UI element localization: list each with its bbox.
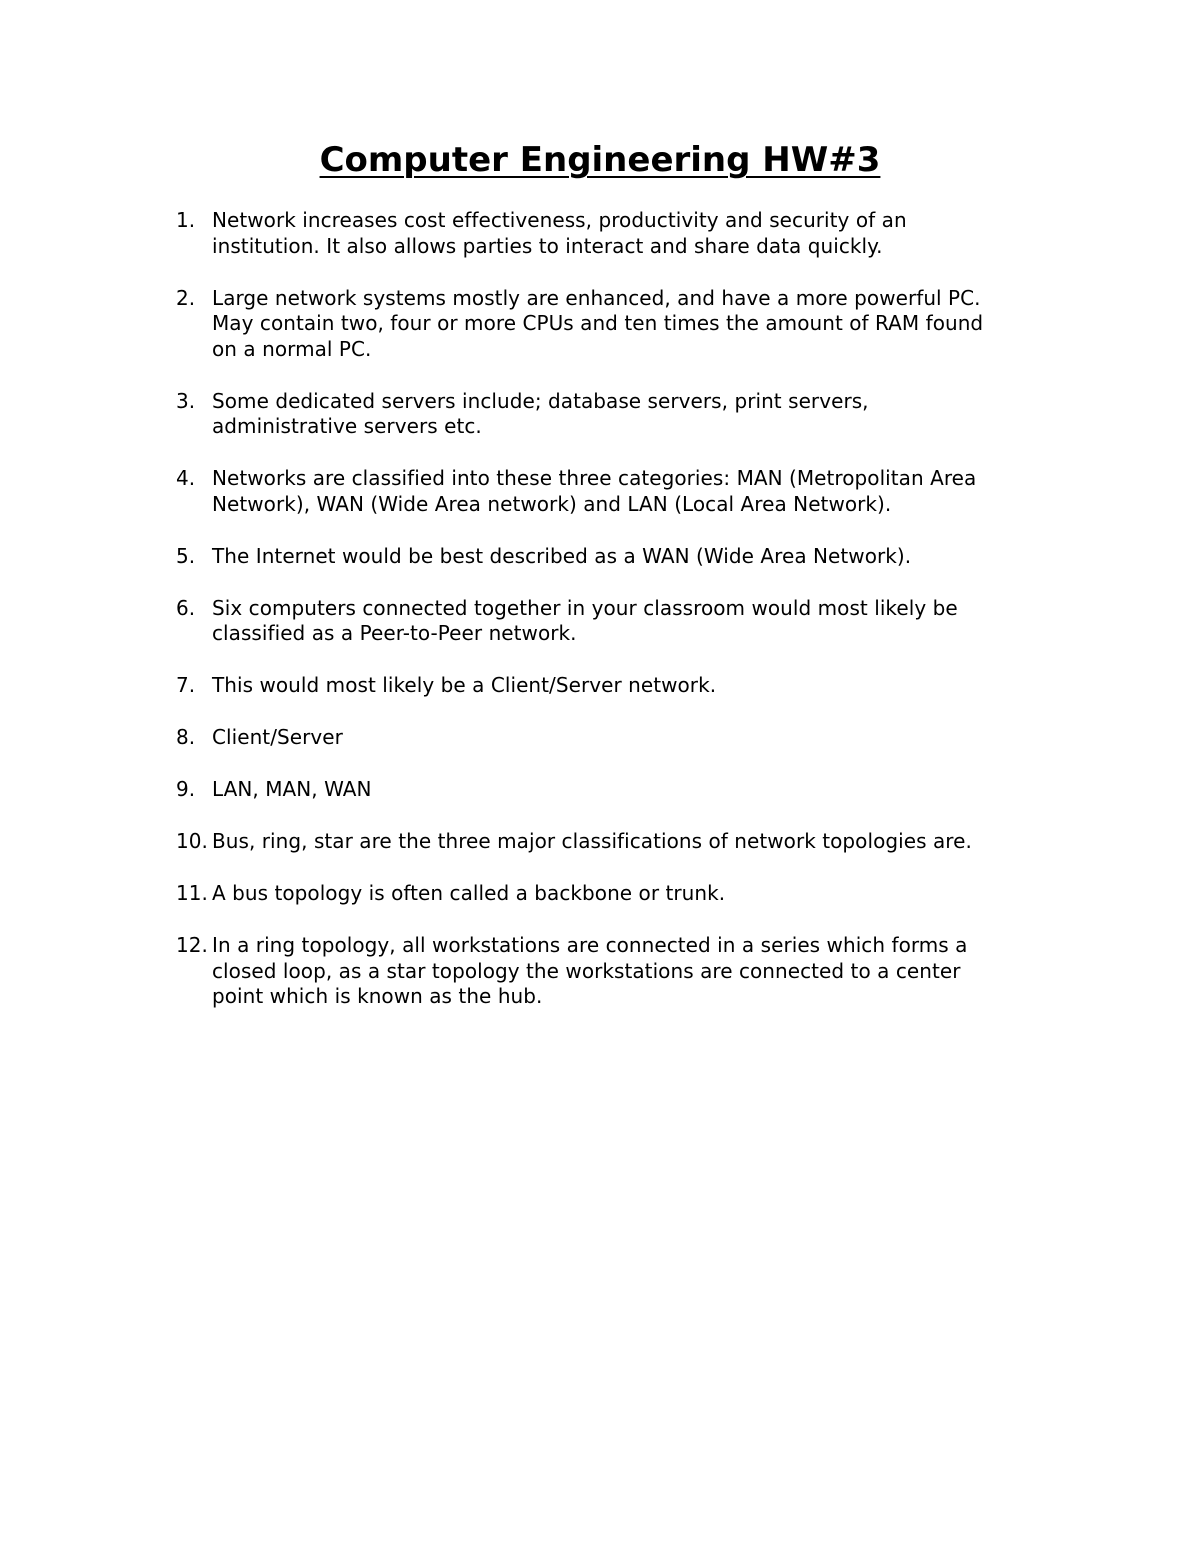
answer-number: 4. [176, 466, 196, 490]
answer-text-line: In a ring topology, all workstations are connected in a series which forms a [212, 933, 968, 957]
answer-item [176, 466, 1056, 517]
answer-item [176, 389, 1056, 440]
answer-text-line: This would most likely be a Client/Server network. [212, 673, 717, 697]
answer-item [176, 286, 1056, 363]
answer-item [176, 673, 1056, 699]
answer-number: 6. [176, 595, 196, 620]
answer-item [176, 596, 1056, 647]
answer-text-line: Bus, ring, star are the three major classifications of network topologies are. [212, 829, 972, 853]
answer-text-line: Client/Server [212, 725, 343, 749]
answer-item [176, 829, 1056, 855]
answer-number: 1. [176, 208, 196, 232]
answer-item [176, 725, 1056, 751]
answer-text-line: on a normal PC. [212, 336, 372, 361]
answer-item [176, 933, 1056, 1010]
answer-text-line: Large network systems mostly are enhanced, and have a more powerful PC. [212, 285, 981, 310]
answer-text-line: Network increases cost effectiveness, productivity and security of an [212, 208, 907, 232]
answer-text-line: Networks are classified into these three categories: MAN (Metropolitan Area [212, 466, 977, 490]
answer-item [176, 777, 1056, 803]
answer-text-line: May contain two, four or more CPUs and ten times the amount of RAM found [212, 311, 984, 335]
answer-text-line: point which is known as the hub. [212, 984, 543, 1008]
answer-number: 3. [176, 388, 196, 413]
answer-text-line: A bus topology is often called a backbone or trunk. [212, 881, 726, 905]
answer-number: 7. [176, 673, 196, 697]
answer-item [176, 208, 1056, 259]
answer-number: 10. [176, 829, 208, 853]
answer-text-line: institution. It also allows parties to interact and share data quickly. [212, 233, 883, 258]
answer-text-line: Six computers connected together in your classroom would most likely be [212, 595, 958, 620]
answer-number: 5. [176, 543, 196, 568]
answer-list [176, 208, 1056, 1036]
answer-text-line: closed loop, as a star topology the workstations are connected to a center [212, 958, 961, 983]
answer-text-line: Network), WAN (Wide Area network) and LAN (Local Area Network). [212, 491, 892, 516]
answer-number: 9. [176, 777, 196, 801]
answer-text-line: Some dedicated servers include; database servers, print servers, [212, 388, 869, 413]
answer-number: 12. [176, 933, 208, 957]
answer-number: 11. [176, 881, 208, 905]
answer-number: 2. [176, 285, 196, 310]
answer-text-line: LAN, MAN, WAN [212, 777, 372, 801]
answer-item [176, 544, 1056, 570]
answer-number: 8. [176, 725, 196, 749]
answer-text-line: The Internet would be best described as a WAN (Wide Area Network). [212, 543, 912, 568]
answer-text-line: administrative servers etc. [212, 414, 482, 438]
document-title: Computer Engineering HW#3 [319, 140, 881, 180]
answer-text-line: classified as a Peer-to-Peer network. [212, 621, 577, 645]
answer-item [176, 881, 1056, 907]
